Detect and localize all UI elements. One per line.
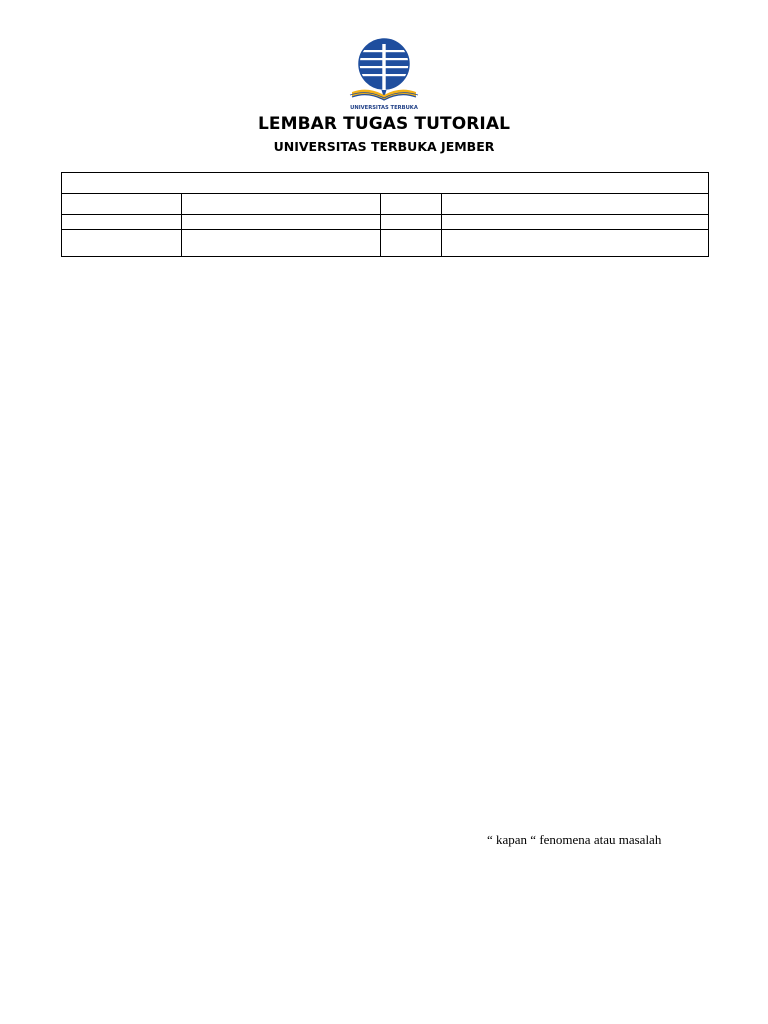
table-cell: [62, 230, 182, 257]
body-text-fragment: “ kapan “ fenomena atau masalah: [487, 832, 662, 847]
table-cell: [182, 215, 381, 230]
university-logo-icon: [346, 38, 422, 112]
table-cell: [182, 194, 381, 215]
document-title: LEMBAR TUGAS TUTORIAL: [257, 114, 511, 134]
table-header-row: [62, 173, 709, 194]
table-row: [62, 194, 709, 215]
table-row: [62, 230, 709, 257]
table-cell: [381, 194, 442, 215]
table-row: [62, 215, 709, 230]
table-cell: [442, 230, 709, 257]
table-cell: [381, 215, 442, 230]
table-cell: [442, 215, 709, 230]
table-header-cell: [62, 173, 709, 194]
table-cell: [381, 230, 442, 257]
table-cell: [62, 215, 182, 230]
table-cell: [62, 194, 182, 215]
university-logo: [346, 38, 422, 112]
document-subtitle: UNIVERSITAS TERBUKA JEMBER: [273, 139, 495, 154]
svg-text:UNIVERSITAS TERBUKA: UNIVERSITAS TERBUKA: [350, 105, 418, 111]
table-cell: [182, 230, 381, 257]
identity-table: [61, 172, 709, 257]
table-cell: [442, 194, 709, 215]
